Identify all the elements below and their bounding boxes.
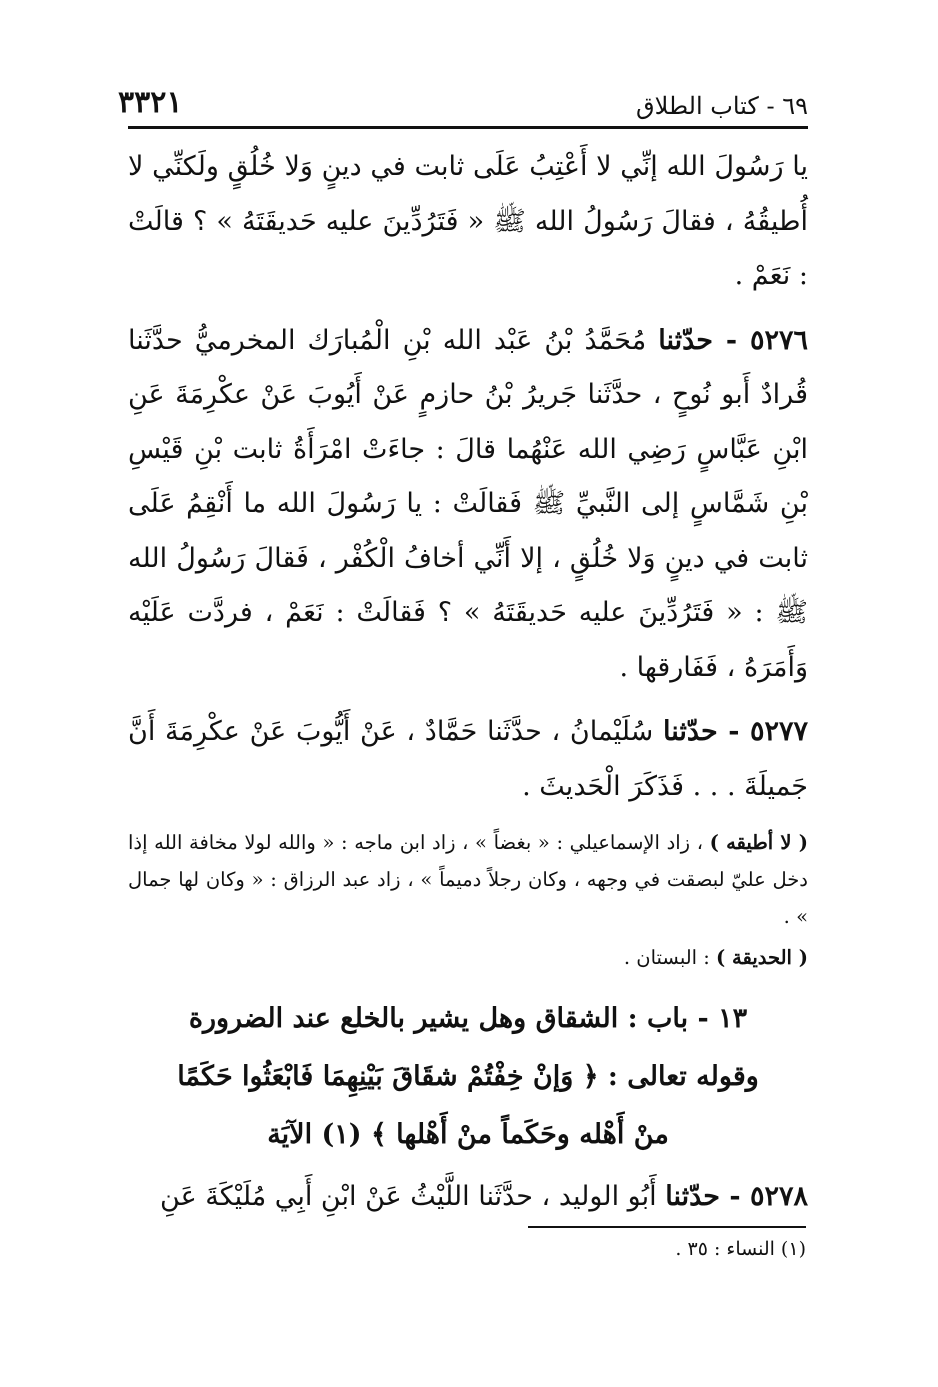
hadith-number: ٥٢٧٧ - حدّثنا (662, 716, 808, 747)
note-text: ، زاد الإسماعيلي : « بغضاً » ، زاد ابن ماجه : « والله لولا مخافة الله إذا دخل عليّ لبصقت في وجهه ، وكان رجلاً دميماً » ، زاد عبد الرزاق : « وكان لها جمال » . (128, 831, 808, 928)
explanatory-notes (128, 824, 808, 976)
note-item (128, 939, 808, 976)
chapter-heading-line: ١٣ - باب : الشقاق وهل يشير بالخلع عند الضرورة (188, 1003, 748, 1034)
hadith-number: ٥٢٧٦ - حدّثنا (658, 324, 808, 356)
footnote-divider (528, 1226, 806, 1228)
note-term: ( الحديقة ) (716, 946, 808, 969)
page-number: ٣٣٢١ (118, 85, 183, 120)
note-term: ( لا أطيقه ) (709, 831, 808, 854)
hadith-text: سُلَيْمانُ ، حدَّثَنا حَمَّادٌ ، عَنْ أَيُّوبَ عَنْ عكْرِمَةَ أَنَّ جَميلَةَ . . . فَذَكَرَ الْحَديثَ . (128, 716, 808, 802)
chapter-title: ٦٩ - كتاب الطلاق (636, 92, 808, 120)
page-header (118, 80, 808, 120)
hadith-5276 (128, 314, 808, 696)
footnote: (١) النساء : ٣٥ . (675, 1238, 806, 1260)
note-text: : البستان . (623, 946, 710, 969)
page-body (128, 140, 808, 1235)
hadith-text: أَبُو الوليد ، حدَّثَنا اللَّيْثُ عَنْ ابْنِ أَبِي مُلَيْكَةَ عَنِ (160, 1181, 657, 1212)
hadith-text: مُحَمَّدُ بْنُ عَبْد الله بْنِ الْمُبارَك المخرميُّ حدَّثَنا قُرادٌ أَبو نُوحٍ ، حدَّثَنا جَريرُ بْنُ حازمٍ عَنْ أَيُوبَ عَنْ عكْرِمَةَ عَنِ ابْنِ عَبَّاسٍ رَضِي الله عَنْهُما قالَ : جاءَتْ امْرَأَةُ ثابت بْنِ قَيْسِ بْنِ شَمَّاسٍ إلى النَّبيِّ ﷺ فَقالَتْ : يا رَسُولَ الله ما أَنْقِمُ عَلَى ثابت في دينٍ وَلا خُلُقٍ ، إلا أَنِّي أخافُ الْكُفْر ، فَقالَ رَسُولُ الله ﷺ : « فَتَرُدِّينَ عليه حَديقَتَهُ » ؟ فَقالَتْ : نَعَمْ ، فردَّت عَلَيْه وَأَمَرَهُ ، فَفَارقها . (128, 324, 808, 683)
paragraph-text: يا رَسُولَ الله إنِّي لا أَعْتِبُ عَلَى ثابت في دينٍ وَلا خُلُقٍ ولَكنِّي لا أُطيقُهُ ، فقالَ رَسُولُ الله ﷺ « فَتَرُدِّينَ عليه حَديقَتَهُ » ؟ قالَتْ : نَعَمْ . (128, 151, 808, 291)
hadith-5277 (128, 705, 808, 814)
header-divider (128, 126, 808, 129)
hadith-number: ٥٢٧٨ - حدّثنا (665, 1181, 808, 1212)
hadith-5278 (128, 1170, 808, 1225)
chapter-heading-line: منْ أَهْله وحَكَماً منْ أَهْلها ﴾ (١) الآيَة (267, 1119, 669, 1150)
chapter-heading (128, 990, 808, 1164)
paragraph-continuation (128, 140, 808, 304)
note-item (128, 824, 808, 935)
chapter-heading-line: وقوله تعالى : ﴿ وَإنْ خِفْتُمْ شقَاقَ بَيْنِهِمَا فَابْعَثُوا حَكَمًا (177, 1061, 759, 1092)
